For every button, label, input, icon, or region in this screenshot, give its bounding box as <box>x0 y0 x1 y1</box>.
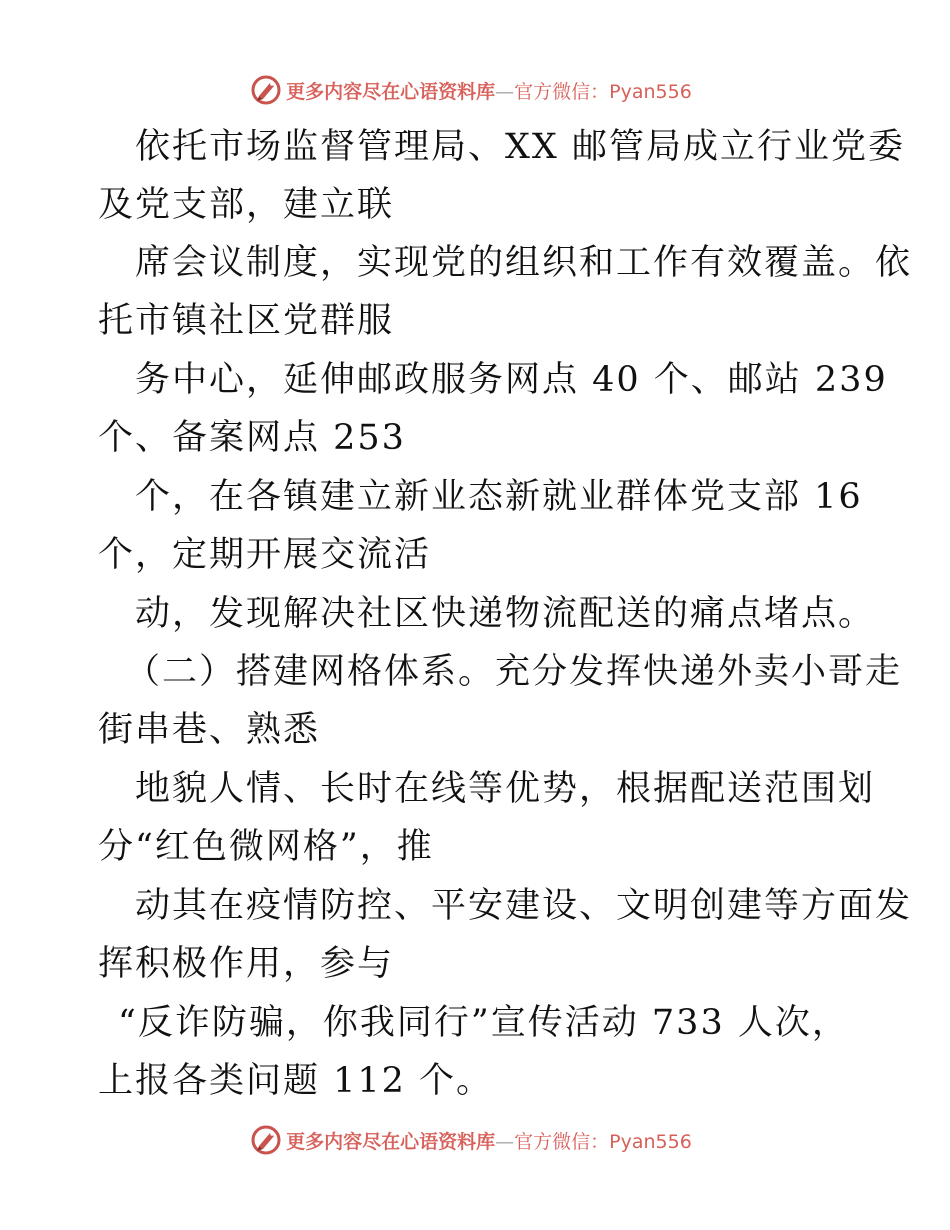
body-line: 上报各类问题 112 个。 <box>98 1061 494 1101</box>
header-separator: — <box>495 80 515 103</box>
header-site-text: 更多内容尽在心语资料库 <box>286 80 496 103</box>
body-line: 席会议制度，实现党的组织和工作有效覆盖。依 <box>135 243 913 283</box>
body-line: “反诈防骗，你我同行”宣传活动 733 人次， <box>118 1003 849 1043</box>
footer-contact-text: 官方微信：Pyan556 <box>514 1130 692 1153</box>
body-line: 动其在疫情防控、平安建设、文明创建等方面发 <box>135 886 913 926</box>
body-line: 分“红色微网格”，推 <box>98 827 434 867</box>
pen-logo-icon <box>250 1124 282 1156</box>
body-line: 街串巷、熟悉 <box>98 710 321 750</box>
body-line: 挥积极作用，参与 <box>98 944 395 984</box>
body-line: 依托市场监督管理局、XX 邮管局成立行业党委 <box>135 127 905 167</box>
pen-logo-icon <box>250 74 282 106</box>
header-banner-text <box>286 77 692 104</box>
footer-separator: — <box>495 1130 515 1153</box>
body-line: （二）搭建网格体系。充分发挥快递外卖小哥走 <box>125 652 903 692</box>
footer-watermark-banner <box>0 1120 950 1160</box>
header-watermark-banner <box>0 70 950 110</box>
header-banner-inner <box>250 74 692 106</box>
body-line: 动，发现解决社区快递物流配送的痛点堵点。 <box>135 594 876 634</box>
footer-banner-inner <box>250 1124 692 1156</box>
body-line: 务中心，延伸邮政服务网点 40 个、邮站 239 <box>135 360 888 400</box>
body-line: 个、备案网点 253 <box>98 418 406 458</box>
body-line: 个，定期开展交流活 <box>98 535 432 575</box>
body-line: 个，在各镇建立新业态新就业群体党支部 16 <box>135 477 863 517</box>
body-line: 托市镇社区党群服 <box>98 301 395 341</box>
header-contact-text: 官方微信：Pyan556 <box>514 80 692 103</box>
body-line: 地貌人情、长时在线等优势，根据配送范围划 <box>135 769 876 809</box>
footer-banner-text <box>286 1127 692 1154</box>
footer-site-text: 更多内容尽在心语资料库 <box>286 1130 496 1153</box>
body-line: 及党支部，建立联 <box>98 185 395 225</box>
